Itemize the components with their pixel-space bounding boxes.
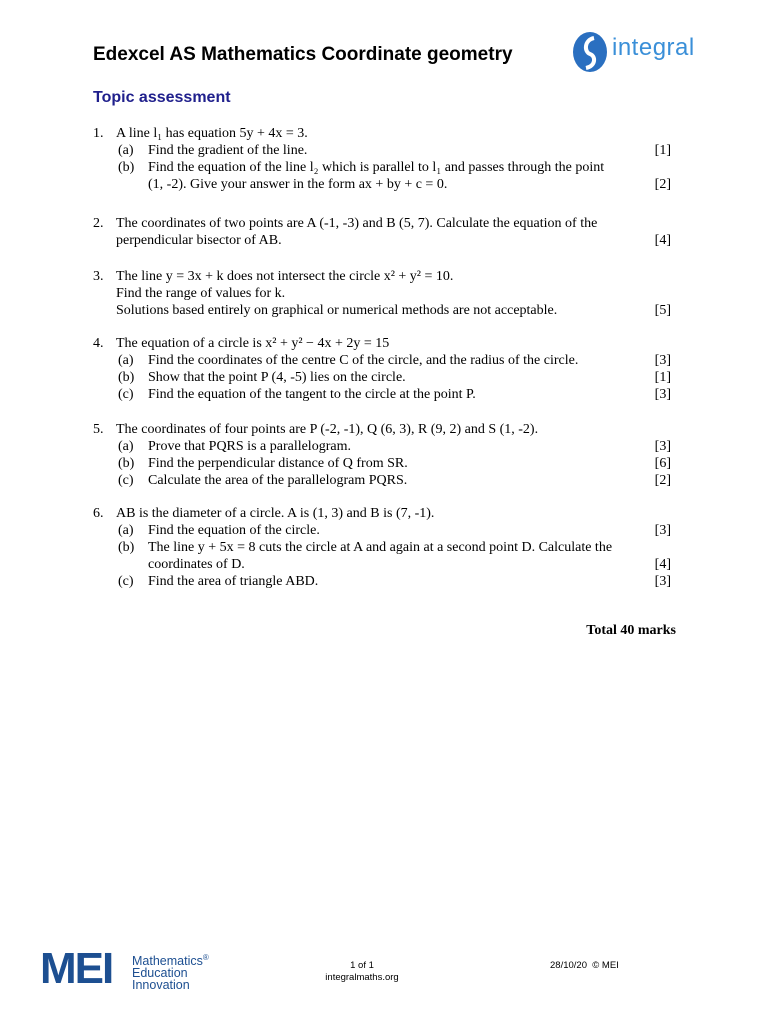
question-5 <box>93 421 671 489</box>
part-text: (1, -2). Give your answer in the form ax + by + c = 0. <box>148 177 448 192</box>
question-text: Solutions based entirely on graphical or numerical methods are not acceptable. <box>116 303 558 318</box>
integral-logo-text: integral <box>612 34 695 61</box>
mei-line-3: Innovation <box>132 978 190 993</box>
part-label: (b) <box>118 540 135 555</box>
footer-date <box>550 960 619 971</box>
question-text: AB is the diameter of a circle. A is (1, 3) and B is (7, -1). <box>116 506 435 521</box>
question-number: 6. <box>93 506 104 521</box>
part-text: Find the gradient of the line. <box>148 143 308 158</box>
part-marks: [3] <box>654 574 671 589</box>
question-4 <box>93 335 671 403</box>
part-label: (c) <box>118 387 134 402</box>
question-number: 2. <box>93 216 104 231</box>
mei-logo-letters: MEI <box>40 944 113 993</box>
part-label: (c) <box>118 574 134 589</box>
question-3 <box>93 268 671 319</box>
question-text: A line l₁ has equation 5y + 4x = 3. <box>116 126 308 141</box>
question-text: perpendicular bisector of AB. <box>116 233 282 248</box>
question-text: The coordinates of four points are P (-2, -1), Q (6, 3), R (9, 2) and S (1, -2). <box>116 422 539 437</box>
mei-line-1: Mathematics <box>132 954 203 969</box>
part-text: Find the equation of the tangent to the circle at the point P. <box>148 387 476 402</box>
question-2 <box>93 215 671 249</box>
mei-logo <box>40 944 240 994</box>
question-marks: [5] <box>654 303 671 318</box>
part-marks: [3] <box>654 439 671 454</box>
part-marks: [4] <box>654 557 671 572</box>
part-label: (a) <box>118 439 134 454</box>
question-number: 4. <box>93 336 104 351</box>
question-text: The coordinates of two points are A (-1, -3) and B (5, 7). Calculate the equation of the <box>116 216 598 231</box>
date-text: 28/10/20 <box>550 960 587 971</box>
question-marks: [4] <box>654 233 671 248</box>
part-label: (b) <box>118 370 135 385</box>
part-marks: [2] <box>654 473 671 488</box>
page-footer-center <box>322 960 402 984</box>
part-marks: [3] <box>654 523 671 538</box>
part-label: (c) <box>118 473 134 488</box>
copyright-text: © MEI <box>592 960 619 971</box>
question-text: The equation of a circle is x² + y² − 4x + 2y = 15 <box>116 336 390 351</box>
part-label: (a) <box>118 143 134 158</box>
part-text: Find the equation of the circle. <box>148 523 320 538</box>
page-title: Edexcel AS Mathematics Coordinate geometry <box>93 44 513 65</box>
part-label: (b) <box>118 456 135 471</box>
part-text: Calculate the area of the parallelogram PQRS. <box>148 473 408 488</box>
part-marks: [1] <box>654 370 671 385</box>
question-1 <box>93 125 671 193</box>
mei-line-2: Education <box>132 966 188 981</box>
part-text: coordinates of D. <box>148 557 245 572</box>
part-marks: [3] <box>654 387 671 402</box>
section-subtitle: Topic assessment <box>93 89 231 106</box>
part-marks: [1] <box>654 143 671 158</box>
question-6 <box>93 505 671 590</box>
question-text: Find the range of values for k. <box>116 286 286 301</box>
part-label: (a) <box>118 353 134 368</box>
part-label: (a) <box>118 523 134 538</box>
question-number: 3. <box>93 269 104 284</box>
integral-logo <box>570 30 730 74</box>
mei-logo-text <box>132 952 209 991</box>
part-text: Show that the point P (4, -5) lies on the circle. <box>148 370 406 385</box>
part-text: The line y + 5x = 8 cuts the circle at A and again at a second point D. Calculate the <box>148 540 613 555</box>
part-text: Find the equation of the line l₂ which is parallel to l₁ and passes through the point <box>148 160 605 175</box>
part-label: (b) <box>118 160 135 175</box>
part-text: Prove that PQRS is a parallelogram. <box>148 439 351 454</box>
part-text: Find the perpendicular distance of Q from SR. <box>148 456 408 471</box>
site-link[interactable]: integralmaths.org <box>325 972 399 983</box>
part-text: Find the area of triangle ABD. <box>148 574 319 589</box>
question-text: The line y = 3x + k does not intersect the circle x² + y² = 10. <box>116 269 454 284</box>
part-marks: [3] <box>654 353 671 368</box>
part-text: Find the coordinates of the centre C of the circle, and the radius of the circle. <box>148 353 579 368</box>
registered-mark: ® <box>202 953 209 962</box>
page-number: 1 of 1 <box>350 960 374 971</box>
part-marks: [6] <box>654 456 671 471</box>
question-number: 5. <box>93 422 104 437</box>
integral-swirl-icon <box>570 30 610 74</box>
total-marks: Total 40 marks <box>586 623 676 638</box>
part-marks: [2] <box>654 177 671 192</box>
question-number: 1. <box>93 126 104 141</box>
